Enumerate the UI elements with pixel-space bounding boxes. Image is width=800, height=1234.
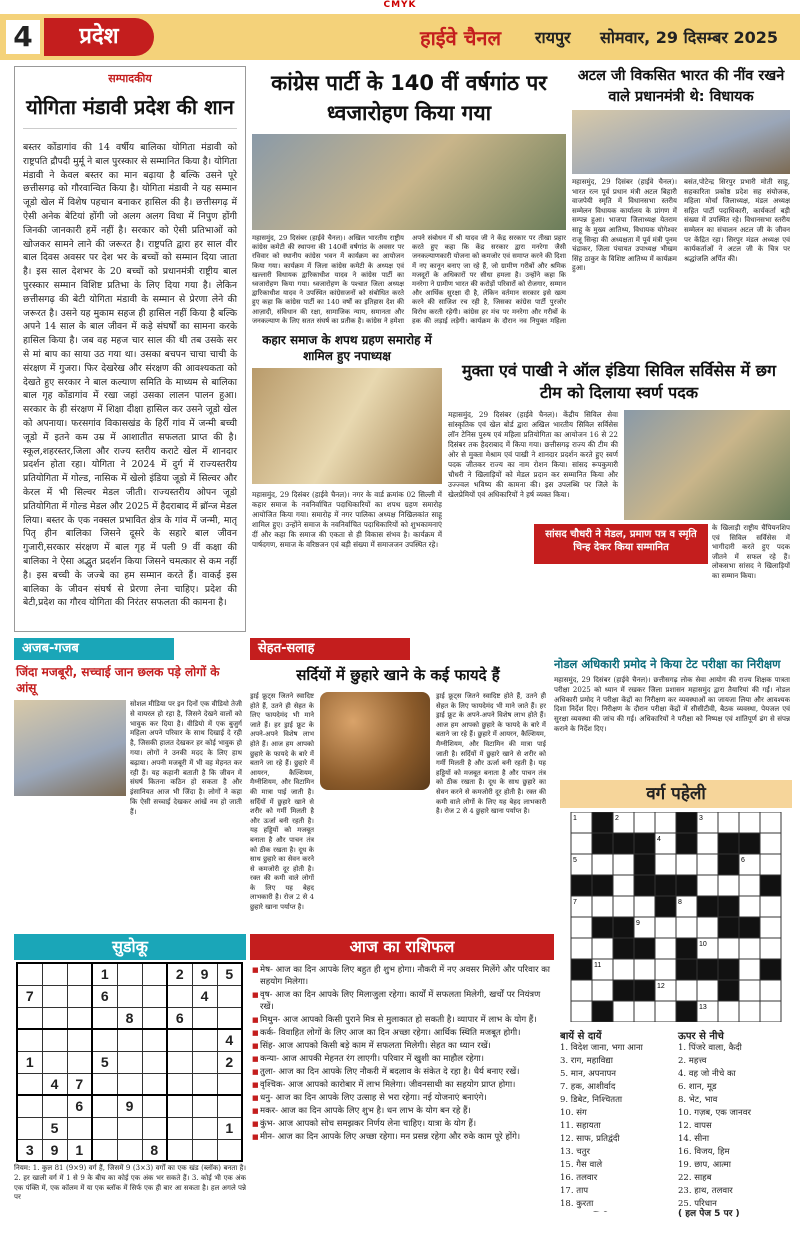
down-clue: 12. वापस (678, 1121, 712, 1131)
crossword-cell (655, 1001, 676, 1022)
sudoku-cell: 1 (67, 1139, 92, 1161)
crossword-black-cell (676, 875, 697, 896)
crossword-black-cell (592, 812, 613, 833)
crossword-cell (697, 833, 718, 854)
sudoku-cell: 1 (217, 1117, 242, 1139)
brand-logo: हाईवे चैनल (420, 26, 502, 50)
mukta-headline: मुक्ता एवं पाखी ने ऑल इंडिया सिविल सर्विसेस में छग टीम को दिलाया स्वर्ण पदक (462, 361, 776, 402)
crossword-black-cell (760, 959, 781, 980)
sehat-body-a: ड्राई फ्रूट्स जितने स्वादिष्ट होते हैं, उतने ही सेहत के लिए फायदेमंद भी माने जाते हैं। हर ड्राई फ्रूट के अपने-अपने विशेष लाभ होते हैं। आज हम आपको छुहारे के फायदे के बारे में बताने जा रहे हैं। छुहारे में आयरन, कैल्शियम, मैग्नीशियम, और विटामिन की मात्रा पाई जाती है। सर्दियों में छुहारे खाने से शरीर को गर्मी मिलती है और ऊर्जा बनी रहती है। यह हड्डियों को मजबूत बनाता है और पाचन तंत्र को ठीक रखता है। दूध के साथ छुहारे का सेवन करने से कमजोरी दूर होती है। रक्त की कमी वाले लोगों के लिए यह बेहद लाभकारी है। रोज 2 से 4 छुहारे खाना पर्याप्त है। (250, 692, 314, 912)
sudoku-cell (117, 1029, 142, 1051)
rashifal-item: ■ तुला- आज का दिन आपके लिए नौकरी में बदलाव के संकेत दे रहा है। धैर्य बनाए रखें। (252, 1066, 552, 1078)
sudoku-cell (192, 1117, 217, 1139)
sudoku-cell: 6 (167, 1007, 192, 1029)
crossword-black-cell (613, 938, 634, 959)
crossword-cell (634, 896, 655, 917)
sudoku-cell (17, 1117, 42, 1139)
sudoku-cell (217, 1073, 242, 1095)
crossword-black-cell (718, 917, 739, 938)
editorial-kicker: सम्पादकीय (108, 72, 152, 85)
crossword-cell (760, 917, 781, 938)
sudoku-row (17, 1095, 242, 1117)
down-clue: 23. हाथ, तलवार (678, 1186, 733, 1196)
crossword-section (560, 780, 792, 1222)
crossword-number: 7 (573, 899, 577, 906)
down-clue: 22. साहब (678, 1173, 712, 1183)
sudoku-cell (117, 1073, 142, 1095)
crossword-cell (739, 875, 760, 896)
sudoku-cell (192, 1029, 217, 1051)
crossword-cell (655, 812, 676, 833)
crossword-black-cell (718, 854, 739, 875)
sehat-body-b: ड्राई फ्रूट्स जितने स्वादिष्ट होते हैं, उतने ही सेहत के लिए फायदेमंद भी माने जाते हैं। हर ड्राई फ्रूट के अपने-अपने विशेष लाभ होते हैं। आज हम आपको छुहारे के फायदे के बारे में बताने जा रहे हैं। छुहारे में आयरन, कैल्शियम, मैग्नीशियम, और विटामिन की मात्रा पाई जाती है। सर्दियों में छुहारे खाने से शरीर को गर्मी मिलती है और ऊर्जा बनी रहती है। यह हड्डियों को मजबूत बनाता है और पाचन तंत्र को ठीक रखता है। दूध के साथ छुहारे का सेवन करने से कमजोरी दूर होती है। रक्त की कमी वाले लोगों के लिए यह बेहद लाभकारी है। रोज 2 से 4 छुहारे खाना पर्याप्त है। (436, 692, 546, 816)
crossword-cell (760, 980, 781, 1001)
sudoku-cell (17, 1007, 42, 1029)
crossword-title-bar (560, 780, 792, 808)
crossword-number: 11 (594, 962, 602, 969)
sudoku-row (17, 1029, 242, 1051)
down-clue: 10. गज़ब, एक जानवर (678, 1108, 751, 1118)
sudoku-row (17, 1051, 242, 1073)
rashifal-item: ■ कर्क- विवाहित लोगों के लिए आज का दिन अच्छा रहेगा। आर्थिक स्थिति मजबूत होगी। (252, 1027, 552, 1039)
crossword-cell (634, 959, 655, 980)
rashifal-section (250, 934, 554, 1224)
crossword-black-cell (634, 980, 655, 1001)
header-city: रायपुर (535, 28, 571, 47)
crossword-black-cell (718, 896, 739, 917)
nodal-headline: नोडल अधिकारी प्रमोद ने किया टेट परीक्षा का निरीक्षण (554, 657, 781, 671)
sehat-tag: सेहत-सलाह (250, 638, 410, 660)
crossword-black-cell (613, 917, 634, 938)
crossword-black-cell (592, 833, 613, 854)
sudoku-cell (67, 1029, 92, 1051)
across-clue: 17. ताप (560, 1186, 589, 1196)
crossword-cell (697, 917, 718, 938)
crossword-cell (571, 980, 592, 1001)
crossword-cell (676, 854, 697, 875)
crossword-black-cell (592, 875, 613, 896)
crossword-number: 12 (657, 983, 665, 990)
crossword-black-cell (697, 959, 718, 980)
mukta-story (448, 360, 790, 652)
sudoku-cell: 9 (117, 1095, 142, 1117)
nodal-body: महासमुंद, 29 दिसंबर (हाईवे चैनल)। छत्तीसगढ़ लोक सेवा आयोग की राज्य शिक्षक पात्रता परीक्षा 2025 को ध्यान में रखकर जिला प्रशासन महासमुंद द्वारा तैयारियां की गईं। नोडल अधिकारी प्रमोद ने परीक्षा केंद्रों का निरीक्षण कर व्यवस्थाओं का जायजा लिया और आवश्यक दिशा निर्देश दिए। निरीक्षण के दौरान परीक्षा केंद्रों में सीसीटीवी, बैठक व्यवस्था, पेयजल एवं सुरक्षा व्यवस्था की जांच की गई। अधिकारियों ने परीक्षा को निष्पक्ष एवं शांतिपूर्ण ढंग से संपन्न कराने के निर्देश दिए। (554, 676, 790, 733)
ajab-headline: जिंदा मजबूरी, सच्चाई जान छलक पड़े लोगों के आंसू (16, 665, 220, 695)
crossword-black-cell (613, 833, 634, 854)
crossword-black-cell (655, 896, 676, 917)
congress-body-right: अपने संबोधन में श्री यादव जी ने केंद्र सरकार पर तीखा प्रहार करते हुए कहा कि केंद्र सरकार द्वारा मनरेगा जैसी जनकल्याणकारी योजना को कमजोर एवं समाप्त करने की दिशा में नए कानून बनाए जा रहे हैं, जो ग्रामीण गरीबों और श्रमिक मजदूरों के अधिकारों पर सीधा हमला है। उन्होंने कहा कि मनरेगा ने ग्रामीण भारत की करोड़ों परिवारों को रोजगार, सम्मान और आर्थिक सुरक्षा दी है, लेकिन वर्तमान सरकार इसे खत्म करने की साजिश रच रही है, जिसका कांग्रेस पार्टी पुरजोर विरोध करती रहेगी। कांग्रेस हर मंच पर मनरेगा और गरीबों के हक की लड़ाई लड़ेगी। कार्यक्रम के दौरान नव नियुक्त महिला (412, 234, 566, 325)
across-clue: 13. चतुर (560, 1147, 590, 1157)
sudoku-cell (167, 985, 192, 1007)
crossword-black-cell (655, 875, 676, 896)
crossword-cell (592, 854, 613, 875)
across-title: बायें से दायें (560, 1031, 602, 1042)
crossword-black-cell (592, 1001, 613, 1022)
sudoku-cell (117, 985, 142, 1007)
page-number: 4 (6, 20, 40, 54)
editorial-title: योगिता मंडावी प्रदेश की शान (23, 94, 237, 129)
crossword-cell (613, 875, 634, 896)
sudoku-cell (42, 1095, 67, 1117)
across-clue: 10. संग (560, 1108, 587, 1118)
crossword-grid (560, 812, 792, 1022)
sudoku-cell (117, 963, 142, 985)
down-clue: 14. सीना (678, 1134, 710, 1144)
rashifal-title: आज का राशिफल (250, 934, 554, 960)
sudoku-cell (167, 1095, 192, 1117)
sudoku-cell (92, 1095, 117, 1117)
sudoku-cell: 4 (217, 1029, 242, 1051)
editorial-body: बस्तर कोंडागांव की 14 वर्षीय बालिका योगिता मंडावी को राष्ट्रपति द्रौपदी मुर्मू ने बाल पुरस्कार से सम्मानित किया है। योगिता मंडावी ने केवल बस्तर का मान बढ़ाया है बल्कि उसने पूरे छत्तीसगढ़ को गौरवान्वित किया है। योगिता मंडावी ने यह सम्मान जूडो खेल में विशेष पहचान बनाकर हासिल की है। छत्तीसगढ़ में ऐसी अनेक बेटियां होंगी जो अलग अलग विधा में निपुण होंगी जिनकी जानकारी हमें नहीं है। सरकार को ऐसी प्रतिभाओं को खोजकर सामने लाने की जरूरत है। राष्ट्रपति द्वारा हर साल वीर बाल दिवस अवसर पर देश भर के बच्चों को सम्मान दिया जाता है। इस साल देशभर के 20 बच्चों को प्रधानमंत्री राष्ट्रीय बाल पुरस्कार सम्मान विशिष्ट प्रतिभा के लिए दिया गया है। लेकिन छत्तीसगढ़ की बेटी योगिता मंडावी के सम्मान से प्रेरणा लेने की जरूरत है। उसने यह मुकाम सहज ही हासिल नहीं किया है बल्कि अपने 14 साल के बाल जीवन में कड़े संघर्षों का सामना करके हासिल किया है। जब वह महज चार साल की थी तब उसके सर से मां बाप का साया उठ गया था। उसका बचपन चाचा चाची के संरक्षण में गुजरा। फिर देखरेख और संरक्षण की आवश्यकता को देखते हुए सरकार ने बाल कल्याण समिति के माध्यम से बालिका बाल गृह कोंडागांव में रखा जहां उसका लालन पालन हुआ। सरकार के ही संरक्षण में शिक्षा दीक्षा हासिल कर उसने जूडो खेल को अपनाया। फरसगांव विकासखंड के हिर्री गांव में जन्मी बच्ची जूडो में इतने कम उम्र में आशातीत सफलता प्राप्त की है। स्कूल,शहरस्तर,जिला और राज्य स्तरीय कराटे खेल में शानदार प्रदर्शन होता रहा। योगिता ने 2024 में दुर्ग में राज्यस्तरीय प्रतियोगिता में गोल्ड, नासिक में खेलो इंडिया जूडो में सिल्वर और केरल में भी सिल्वर मेडल जीती। राज्यस्तरीय ओपन जूडो प्रतियोगिता में गोल्ड मेडल और 2025 में हैदराबाद में ब्रॉन्ज मेडल लिया। बस्तर के एक नक्सल प्रभावित क्षेत्र के गांव में जन्मी, मातृ पितृ हीन बालिका जिसने दूसरे के सहारे बाल जीवन गुजारी,सरकार संरक्षण में बाल गृह में पली 9 वीं कक्षा की बालिका ने ऐसा अद्भुत प्रदर्शन किया जिसने चमत्कार से कम नहीं है। इस बच्ची के जज्बे का हम सम्मान करते हैं। वाकई इस बालिका के जीवन संघर्ष से प्रेरणा लेना चाहिए। प्रदेश की बेटी,प्रदेश का गौरव योगिता की निरंतर सफलता की कामना है। (23, 142, 237, 609)
down-clue: 25. परिधान (678, 1199, 717, 1206)
sudoku-cell (117, 1051, 142, 1073)
sudoku-cell: 3 (17, 1139, 42, 1161)
crossword-black-cell (634, 875, 655, 896)
sudoku-title: सुडोकू (14, 934, 246, 960)
crossword-black-cell (634, 833, 655, 854)
across-clue: 7. हक, आशीर्वाद (560, 1082, 616, 1092)
crossword-number: 6 (741, 857, 745, 864)
sudoku-row (17, 1007, 242, 1029)
across-clue: 15. गैस वाले (560, 1160, 603, 1170)
down-clue: 2. महत्त्व (678, 1056, 707, 1066)
crossword-black-cell (571, 959, 592, 980)
crossword-black-cell (739, 833, 760, 854)
crossword-cell (571, 833, 592, 854)
sudoku-cell (117, 1139, 142, 1161)
across-clue (560, 1211, 674, 1212)
sudoku-cell (167, 1029, 192, 1051)
sudoku-cell: 1 (17, 1051, 42, 1073)
down-clue: 1. पिंजरे वाला, कैदी (678, 1043, 742, 1053)
crossword-number: 8 (678, 899, 682, 906)
sudoku-cell: 5 (92, 1051, 117, 1073)
atal-body-right: बसंत,पोटेन्द्र सिरपुर प्रभारी मोती साहू, सहकारिता प्रकोष्ठ प्रदेश सह संयोजक, महिला मोर्चा जिलाध्यक्ष, मंडल अध्यक्ष सहित पार्टी पदाधिकारी, कार्यकर्ता बड़ी संख्या में उपस्थित रहे। विधानसभा स्तरीय सम्मेलन का संचालन अटल जी के जीवन पर केंद्रित रहा। सिरपुर मंडल अध्यक्ष एवं कार्यकर्ताओं ने अटल जी के चित्र पर श्रद्धांजलि अर्पित की। (684, 178, 790, 263)
down-clue: 16. विजय, हिम (678, 1147, 730, 1157)
crossword-number: 10 (699, 941, 707, 948)
sudoku-cell (67, 1117, 92, 1139)
crossword-black-cell (592, 917, 613, 938)
rashifal-item: ■ मकर- आज का दिन आपके लिए शुभ है। धन लाभ के योग बन रहे हैं। (252, 1105, 552, 1117)
down-clue: 8. भेट, भाव (678, 1095, 718, 1105)
sudoku-cell (67, 1051, 92, 1073)
sudoku-cell: 2 (167, 963, 192, 985)
sudoku-cell: 5 (42, 1117, 67, 1139)
atal-headline: अटल जी विकसित भारत की नींव रखने वाले प्रधानमंत्री थे: विधायक (577, 68, 785, 105)
down-clues (678, 1042, 792, 1206)
mukta-photo (624, 410, 790, 520)
ajab-body: सोशल मीडिया पर इन दिनों एक वीडियो तेजी से वायरल हो रहा है, जिसने देखने वालों को भावुक कर दिया है। वीडियो में एक बुजुर्ग महिला अपने परिवार के साथ दिखाई दे रही है, जिसकी हालत देखकर हर कोई भावुक हो गया। लोगों ने उनकी मदद के लिए हाथ बढ़ाया। अपनी मजबूरी में भी वह मेहनत कर रही हैं। यह कहानी बताती है कि जीवन में संघर्ष कितना कठिन हो सकता है और इंसानियत आज भी जिंदा है। लोगों ने कहा कि ऐसी सच्चाई देखकर आंखें नम हो जाती हैं। (130, 700, 242, 816)
sudoku-cell (142, 1073, 167, 1095)
crossword-black-cell (634, 938, 655, 959)
atal-story (572, 64, 790, 354)
crossword-footer: ( हल पेज 5 पर ) (678, 1209, 740, 1219)
sudoku-cell (67, 985, 92, 1007)
crossword-cell (697, 875, 718, 896)
crossword-black-cell (676, 1001, 697, 1022)
kahar-photo (252, 368, 442, 484)
crossword-cell (571, 917, 592, 938)
across-clue: 11. सहायता (560, 1121, 601, 1131)
sudoku-cell: 7 (67, 1073, 92, 1095)
rashifal-item: ■ धनु- आज का दिन आपके लिए उत्साह से भरा रहेगा। नई योजनाएं बनाएंगे। (252, 1092, 552, 1104)
mukta-body: महासमुंद, 29 दिसंबर (हाईवे चैनल)। केंद्रीय सिविल सेवा सांस्कृतिक एवं खेल बोर्ड द्वारा अखिल भारतीय सिविल सर्विसेस लॉन टेनिस पुरुष एवं महिला प्रतियोगिता का आयोजन 16 से 22 दिसंबर तक हैदराबाद में किया गया। छत्तीसगढ़ राज्य की टीम की ओर से मुक्ता मेश्राम एवं पाखी ने शानदार प्रदर्शन करते हुए स्वर्ण पदक जीतकर राज्य का नाम रोशन किया। सांसद रूपकुमारी चौधरी ने खिलाड़ियों को मेडल प्रदान कर सम्मानित किया और उज्ज्वल भविष्य की कामना की। इस उपलब्धि पर जिले के खेलप्रेमियों एवं अधिकारियों ने हर्ष व्यक्त किया। (448, 410, 618, 499)
crossword-number: 5 (573, 857, 577, 864)
sehat-section (250, 638, 546, 930)
crossword-cell (634, 812, 655, 833)
rashifal-item: ■ वृश्चिक- आज आपको कारोबार में लाभ मिलेगा। जीवनसाथी का सहयोग प्राप्त होगा। (252, 1079, 552, 1091)
sudoku-grid (16, 962, 243, 1162)
crossword-number: 9 (636, 920, 640, 927)
crossword-cell (718, 875, 739, 896)
crossword-cell (613, 854, 634, 875)
sudoku-cell (42, 1007, 67, 1029)
across-clue: 9. डिबेट, निश्चितता (560, 1095, 623, 1105)
crossword-cell (718, 812, 739, 833)
crossword-cell (655, 959, 676, 980)
crossword-cell (655, 854, 676, 875)
sudoku-cell (142, 1007, 167, 1029)
crossword-cell (760, 854, 781, 875)
crossword-cell (739, 896, 760, 917)
sudoku-row (17, 963, 242, 985)
crossword-cell (760, 812, 781, 833)
crossword-cell (697, 854, 718, 875)
crossword-black-cell (571, 875, 592, 896)
crossword-black-cell (718, 980, 739, 1001)
sudoku-cell: 1 (92, 963, 117, 985)
crossword-cell (697, 980, 718, 1001)
crossword-cell (718, 1001, 739, 1022)
congress-story (252, 64, 566, 326)
print-marks: CMYK (383, 0, 417, 10)
crossword-black-cell (718, 959, 739, 980)
sudoku-cell (92, 1139, 117, 1161)
crossword-cell (613, 896, 634, 917)
sudoku-cell (67, 1007, 92, 1029)
crossword-cell (760, 896, 781, 917)
sudoku-cell (142, 1051, 167, 1073)
sudoku-cell: 8 (142, 1139, 167, 1161)
atal-body-left: महासमुंद, 29 दिसंबर (हाईवे चैनल)। भारत रत्न पूर्व प्रधान मंत्री अटल बिहारी वाजपेयी स्मृति में विधानसभा स्तरीय सम्मेलन विधायक कार्यालय के प्रांगण में सम्पन्न हुआ। भाजपा जिलाध्यक्ष येतराम साहू के मुख्य आतिथ्य, विधायक योगेश्वर राजू सिन्हा की अध्यक्षता में पूर्व मंत्री पूनम चंद्राकर, जिला पंचायत उपाध्यक्ष भीखम सिंह ठाकुर के विशिष्ट आतिथ्य में कार्यक्रम हुआ। (572, 178, 677, 273)
across-clue: 18. कुरता (560, 1199, 594, 1209)
crossword-black-cell (676, 938, 697, 959)
crossword-black-cell (697, 896, 718, 917)
crossword-cell (613, 1001, 634, 1022)
sudoku-cell (42, 1029, 67, 1051)
crossword-cell (613, 959, 634, 980)
sudoku-cell (142, 1029, 167, 1051)
ajab-tag: अजब-गजब (14, 638, 174, 660)
crossword-black-cell (739, 917, 760, 938)
crossword-cell (676, 980, 697, 1001)
sudoku-cell: 6 (67, 1095, 92, 1117)
crossword-cell (676, 917, 697, 938)
sudoku-cell (142, 1117, 167, 1139)
across-clue: 5. मान, अपनापन (560, 1069, 617, 1079)
sudoku-cell (192, 1051, 217, 1073)
congress-body-left: महासमुंद, 29 दिसंबर (हाईवे चैनल)। अखिल भारतीय राष्ट्रीय कांग्रेस कमेटी की स्थापना की 140वीं वर्षगांठ के अवसर पर रविवार को स्थानीय कांग्रेस भवन में कार्यक्रम का आयोजन किया गया। कार्यक्रम में जिला कांग्रेस कमेटी के अध्यक्ष एवं खल्लारी विधायक द्वारिकाधीश यादव ने कांग्रेस पार्टी का ध्वजारोहण किया गया। ध्वजारोहण के पश्चात जिला अध्यक्ष द्वारिकाधीश यादव ने उपस्थित कांग्रेसजनों को संबोधित करते हुए कहा कि कांग्रेस पार्टी का 140 वर्षों का इतिहास देश की आज़ादी, संविधान की रक्षा, सामाजिक न्याय, समानता और जनकल्याण के लिए सतत संघर्ष का प्रतीक है। कांग्रेस ने हमेशा (252, 234, 404, 325)
sudoku-cell: 4 (192, 985, 217, 1007)
sudoku-cell (192, 1007, 217, 1029)
down-title: ऊपर से नीचे (678, 1031, 724, 1042)
down-clue: 4. वह जो नीचे का (678, 1069, 736, 1079)
crossword-black-cell (676, 959, 697, 980)
sudoku-cell: 8 (117, 1007, 142, 1029)
sudoku-cell (192, 1073, 217, 1095)
crossword-cell (718, 938, 739, 959)
sudoku-cell (192, 1139, 217, 1161)
nodal-story (554, 656, 790, 776)
crossword-black-cell (634, 854, 655, 875)
sudoku-cell (92, 1029, 117, 1051)
sudoku-cell: 9 (42, 1139, 67, 1161)
rashifal-item: ■ कन्या- आज आपकी मेहनत रंग लाएगी। परिवार में खुशी का माहौल रहेगा। (252, 1053, 552, 1065)
ajab-photo (14, 700, 126, 796)
sudoku-cell (217, 985, 242, 1007)
crossword-cell (739, 1001, 760, 1022)
sudoku-section (14, 934, 246, 1224)
sudoku-cell (217, 1007, 242, 1029)
crossword-title: वर्ग पहेली (646, 784, 706, 804)
kahar-story (252, 330, 442, 634)
sudoku-cell (92, 1073, 117, 1095)
crossword-cell (739, 812, 760, 833)
crossword-cell (739, 938, 760, 959)
mukta-side-body: के खिलाड़ी राष्ट्रीय चैंपियनशिप एवं सिविल सर्विसेस में भागीदारी करते हुए पदक जीतने में सफल रहे हैं। लोकसभा सांसद ने खिलाड़ियों का सम्मान किया। (712, 524, 790, 580)
crossword-black-cell (613, 980, 634, 1001)
crossword-cell (655, 938, 676, 959)
sudoku-cell: 9 (192, 963, 217, 985)
sudoku-cell (17, 1029, 42, 1051)
sudoku-cell (167, 1051, 192, 1073)
sudoku-row (17, 1117, 242, 1139)
down-clue: 6. शान, मूड (678, 1082, 717, 1092)
sudoku-cell (42, 1051, 67, 1073)
sudoku-cell (217, 1139, 242, 1161)
sudoku-row (17, 1073, 242, 1095)
sudoku-cell: 6 (92, 985, 117, 1007)
sudoku-row (17, 985, 242, 1007)
crossword-number: 1 (573, 815, 577, 822)
sudoku-cell (67, 963, 92, 985)
across-clue: 12. साफ, प्रतिद्वंदी (560, 1134, 620, 1144)
sudoku-rules: नियम: 1. कुल 81 (9×9) वर्ग हैं, जिसमें 9 (3×3) वर्गों का एक खंड (ब्लॉक) बनता है। 2. हर खाली वर्ग में 1 से 9 के बीच का कोई एक अंक भर सकते हैं। 3. कोई भी एक अंक एक पंक्ति में, एक कॉलम में या एक ब्लॉक में सिर्फ एक ही बार आ सकता है। हल अगले पन्ने पर (14, 1164, 246, 1202)
page-header (0, 14, 800, 60)
sudoku-cell: 2 (217, 1051, 242, 1073)
congress-headline: कांग्रेस पार्टी के 140 वीं वर्षगांठ पर ध्वजारोहण किया गया (271, 71, 547, 125)
sudoku-cell (217, 1095, 242, 1117)
crossword-number: 4 (657, 836, 661, 843)
rashifal-item: ■ मीन- आज का दिन आपके लिए अच्छा रहेगा। मन प्रसन्न रहेगा और रुके काम पूरे होंगे। (252, 1131, 552, 1143)
rashifal-item: ■ वृष- आज का दिन आपके लिए मिलाजुला रहेगा। कार्यों में सफलता मिलेगी, खर्चों पर नियंत्रण रखें। (252, 989, 552, 1013)
sudoku-cell (92, 1117, 117, 1139)
crossword-number: 2 (615, 815, 619, 822)
crossword-cell (592, 938, 613, 959)
sudoku-cell (167, 1073, 192, 1095)
sudoku-cell (167, 1139, 192, 1161)
ajab-section (14, 638, 242, 930)
crossword-cell (634, 1001, 655, 1022)
crossword-cell (592, 980, 613, 1001)
sudoku-cell (92, 1007, 117, 1029)
atal-photo (572, 110, 790, 174)
sudoku-cell: 5 (217, 963, 242, 985)
rashifal-item: ■ मिथुन- आज आपको किसी पुराने मित्र से मुलाकात हो सकती है। व्यापार में लाभ के योग हैं। (252, 1014, 552, 1026)
section-title: प्रदेश (44, 18, 154, 56)
across-clue: 3. राग, महाविद्या (560, 1056, 613, 1066)
crossword-black-cell (760, 875, 781, 896)
rashifal-item: ■ मेष- आज का दिन आपके लिए बहुत ही शुभ होगा। नौकरी में नए अवसर मिलेंगे और परिवार का सहयोग मिलेगा। (252, 964, 552, 988)
crossword-black-cell (676, 833, 697, 854)
crossword-cell (739, 959, 760, 980)
across-clue: 1. विदेश जाना, भगा आना (560, 1043, 643, 1053)
down-clue: 19. छाप, आत्मा (678, 1160, 731, 1170)
congress-photo (252, 134, 566, 230)
sudoku-cell (142, 963, 167, 985)
rashifal-list (250, 960, 554, 1220)
mukta-caption: सांसद चौधरी ने मेडल, प्रमाण पत्र व स्मृति चिन्ह देकर किया सम्मानित (534, 524, 708, 564)
sudoku-cell (17, 963, 42, 985)
crossword-cell (739, 980, 760, 1001)
crossword-cell (760, 938, 781, 959)
crossword-black-cell (718, 833, 739, 854)
dates-photo (320, 692, 430, 790)
crossword-number: 13 (699, 1004, 707, 1011)
sudoku-cell (42, 963, 67, 985)
across-clue: 16. तलवार (560, 1173, 598, 1183)
crossword-cell (592, 896, 613, 917)
crossword-number: 3 (699, 815, 703, 822)
rashifal-item: ■ कुंभ- आज आपको सोच समझकर निर्णय लेना चाहिए। यात्रा के योग हैं। (252, 1118, 552, 1130)
sehat-headline: सर्दियों में छुहारे खाने के कई फायदे हैं (296, 666, 500, 684)
kahar-body: महासमुंद, 29 दिसंबर (हाईवे चैनल)। नगर के वार्ड क्रमांक 02 सिल्ली में कहार समाज के नवनिर्वाचित पदाधिकारियों का शपथ ग्रहण समारोह आयोजित किया गया। समारोह में नगर पालिका अध्यक्ष निखिलकांत साहू शामिल हुए। उन्होंने समाज के नवनिर्वाचित पदाधिकारियों को शुभकामनाएं दीं और कहा कि समाज की एकता से ही विकास संभव है। कार्यक्रम में पार्षदगण, समाज के वरिष्ठजन एवं बड़ी संख्या में समाजजन उपस्थित रहे। (252, 490, 442, 549)
crossword-black-cell (676, 812, 697, 833)
sudoku-cell (117, 1117, 142, 1139)
sudoku-cell (17, 1095, 42, 1117)
rashifal-item: ■ सिंह- आज आपको किसी बड़े काम में सफलता मिलेगी। सेहत का ध्यान रखें। (252, 1040, 552, 1052)
header-date: सोमवार, 29 दिसम्बर 2025 (600, 28, 779, 47)
sudoku-cell (142, 985, 167, 1007)
sudoku-cell (17, 1073, 42, 1095)
sudoku-cell: 7 (17, 985, 42, 1007)
crossword-cell (760, 833, 781, 854)
kahar-headline: कहार समाज के शपथ ग्रहण समारोह में शामिल हुए नपाध्यक्ष (262, 333, 432, 363)
across-clues (560, 1042, 674, 1212)
crossword-cell (655, 917, 676, 938)
crossword-cell (571, 938, 592, 959)
sudoku-cell (42, 985, 67, 1007)
crossword-cell (760, 1001, 781, 1022)
sudoku-cell (192, 1095, 217, 1117)
sudoku-cell: 4 (42, 1073, 67, 1095)
sudoku-cell (142, 1095, 167, 1117)
sudoku-row (17, 1139, 242, 1161)
sudoku-cell (167, 1117, 192, 1139)
editorial-box (14, 66, 246, 632)
crossword-cell (571, 1001, 592, 1022)
